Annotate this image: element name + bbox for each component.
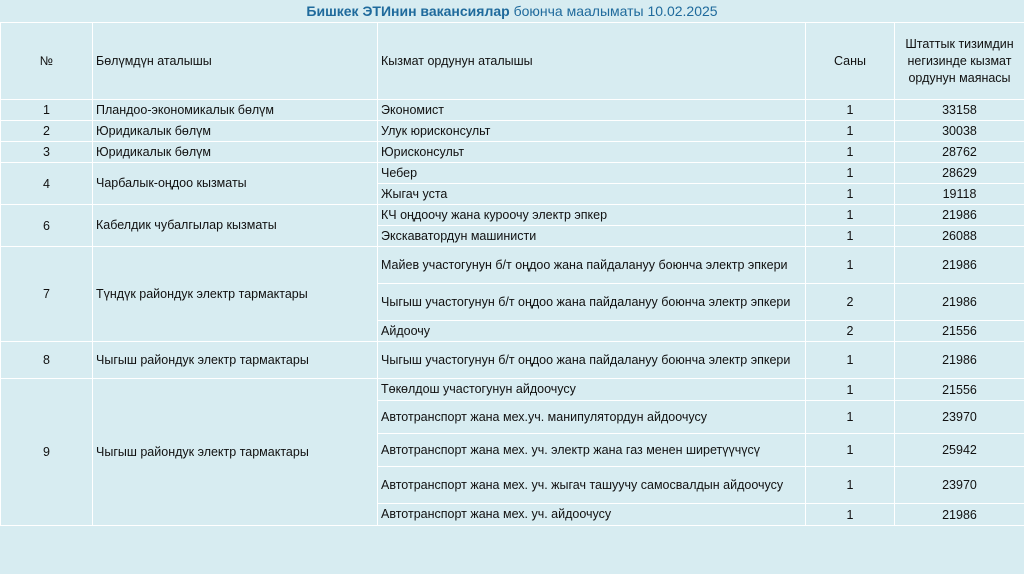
row-num: 7 xyxy=(1,247,93,342)
row-position: Автотранспорт жана мех. уч. жыгач ташуучу самосвалдын айдоочусу xyxy=(378,467,806,504)
row-num: 2 xyxy=(1,121,93,142)
row-position: Төкөлдош участогунун айдоочусу xyxy=(378,379,806,401)
row-dept: Түндүк райондук электр тармактары xyxy=(93,247,378,342)
row-salary: 23970 xyxy=(895,467,1024,504)
table-row xyxy=(1,100,1024,121)
row-salary: 33158 xyxy=(895,100,1024,121)
title-bold: Бишкек ЭТИнин вакансиялар xyxy=(306,3,510,19)
row-position: Чыгыш участогунун б/т оңдоо жана пайдалануу боюнча электр эпкери xyxy=(378,342,806,379)
header-count: Саны xyxy=(806,23,895,100)
row-salary: 26088 xyxy=(895,226,1024,247)
title-rest: боюнча маалыматы 10.02.2025 xyxy=(509,3,718,19)
row-position: Юрисконсульт xyxy=(378,142,806,163)
row-num: 1 xyxy=(1,100,93,121)
row-count: 1 xyxy=(806,467,895,504)
page-title xyxy=(0,0,1024,22)
header-row xyxy=(1,23,1024,100)
row-salary: 21986 xyxy=(895,247,1024,284)
row-salary: 21556 xyxy=(895,321,1024,342)
row-dept: Юридикалык бөлүм xyxy=(93,121,378,142)
row-salary: 19118 xyxy=(895,184,1024,205)
row-position: Майев участогунун б/т оңдоо жана пайдалануу боюнча электр эпкери xyxy=(378,247,806,284)
row-salary: 21556 xyxy=(895,379,1024,401)
header-position: Кызмат ордунун аталышы xyxy=(378,23,806,100)
row-dept: Чыгыш райондук электр тармактары xyxy=(93,379,378,526)
row-salary: 21986 xyxy=(895,504,1024,526)
table-row xyxy=(1,205,1024,226)
table-row xyxy=(1,142,1024,163)
row-position: Экономист xyxy=(378,100,806,121)
row-count: 1 xyxy=(806,184,895,205)
row-position: Айдоочу xyxy=(378,321,806,342)
table-row xyxy=(1,342,1024,379)
row-count: 1 xyxy=(806,247,895,284)
row-position: Чыгыш участогунун б/т оңдоо жана пайдалануу боюнча электр эпкери xyxy=(378,284,806,321)
table-row xyxy=(1,379,1024,401)
table-row xyxy=(1,121,1024,142)
row-dept: Кабелдик чубалгылар кызматы xyxy=(93,205,378,247)
row-salary: 21986 xyxy=(895,284,1024,321)
row-position: Автотранспорт жана мех. уч. айдоочусу xyxy=(378,504,806,526)
row-num: 8 xyxy=(1,342,93,379)
row-position: Жыгач уста xyxy=(378,184,806,205)
row-count: 1 xyxy=(806,100,895,121)
row-dept: Чарбалык-оңдоо кызматы xyxy=(93,163,378,205)
row-count: 1 xyxy=(806,226,895,247)
row-num: 3 xyxy=(1,142,93,163)
row-count: 1 xyxy=(806,504,895,526)
header-salary: Штаттык тизимдин негизинде кызмат ордунун маянасы xyxy=(895,23,1024,100)
row-count: 1 xyxy=(806,434,895,467)
row-count: 1 xyxy=(806,142,895,163)
row-salary: 21986 xyxy=(895,342,1024,379)
row-salary: 30038 xyxy=(895,121,1024,142)
row-count: 1 xyxy=(806,379,895,401)
row-num: 9 xyxy=(1,379,93,526)
row-count: 1 xyxy=(806,163,895,184)
row-salary: 25942 xyxy=(895,434,1024,467)
row-dept: Чыгыш райондук электр тармактары xyxy=(93,342,378,379)
row-count: 1 xyxy=(806,205,895,226)
row-salary: 28629 xyxy=(895,163,1024,184)
row-position: Автотранспорт жана мех.уч. манипулятордун айдоочусу xyxy=(378,401,806,434)
row-count: 1 xyxy=(806,401,895,434)
header-num: № xyxy=(1,23,93,100)
row-salary: 23970 xyxy=(895,401,1024,434)
row-dept: Юридикалык бөлүм xyxy=(93,142,378,163)
row-dept: Пландоо-экономикалык бөлүм xyxy=(93,100,378,121)
row-count: 2 xyxy=(806,321,895,342)
row-position: Экскаватордун машинисти xyxy=(378,226,806,247)
row-salary: 28762 xyxy=(895,142,1024,163)
header-dept: Бөлүмдүн аталышы xyxy=(93,23,378,100)
row-count: 1 xyxy=(806,342,895,379)
table-row xyxy=(1,163,1024,184)
table-row xyxy=(1,247,1024,284)
row-position: Улук юрисконсульт xyxy=(378,121,806,142)
row-count: 2 xyxy=(806,284,895,321)
row-position: КЧ оңдоочу жана куроочу электр эпкер xyxy=(378,205,806,226)
vacancies-table xyxy=(0,22,1024,526)
row-num: 6 xyxy=(1,205,93,247)
row-salary: 21986 xyxy=(895,205,1024,226)
row-count: 1 xyxy=(806,121,895,142)
row-num: 4 xyxy=(1,163,93,205)
row-position: Автотранспорт жана мех. уч. электр жана газ менен ширетүүчүсү xyxy=(378,434,806,467)
row-position: Чебер xyxy=(378,163,806,184)
